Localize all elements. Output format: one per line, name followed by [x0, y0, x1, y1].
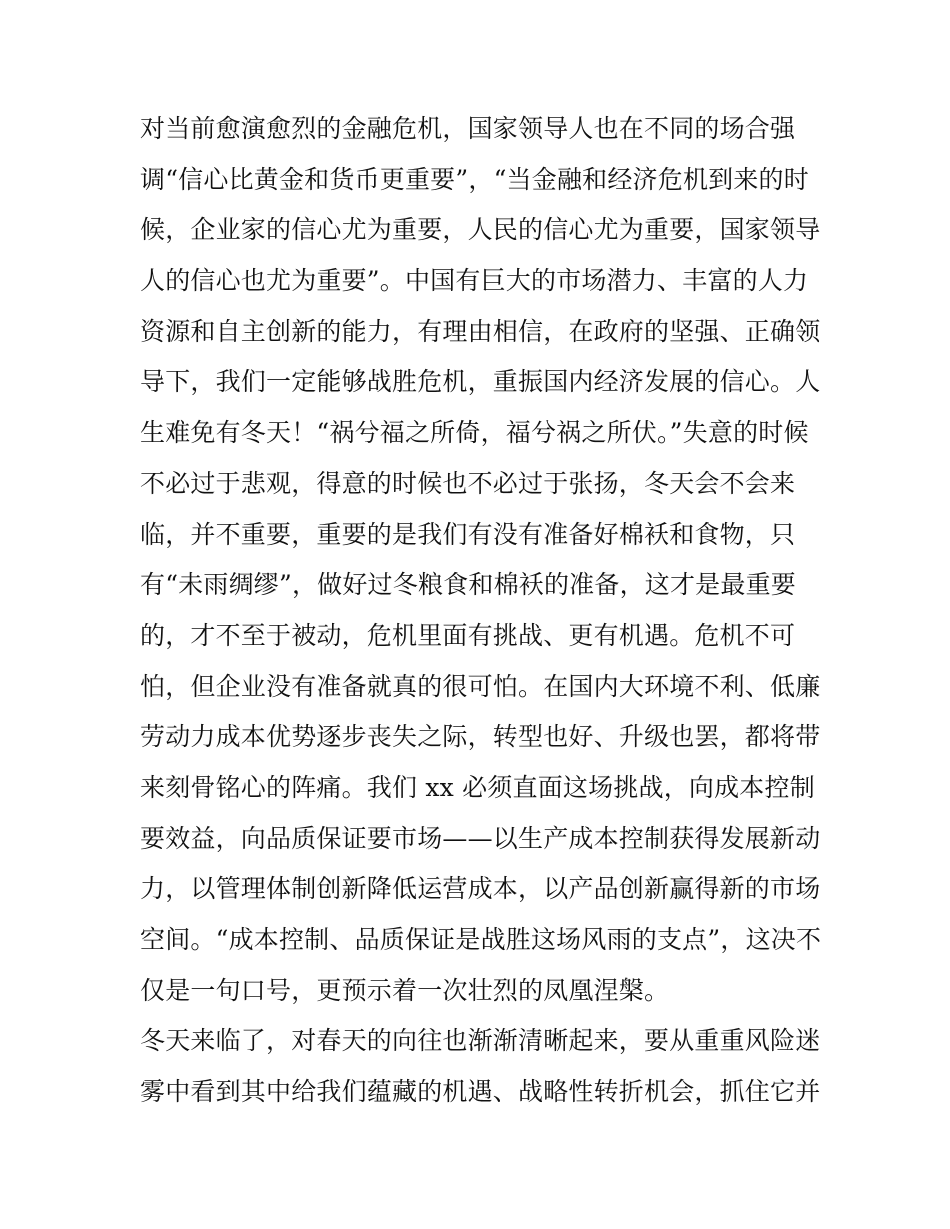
text-line-15: 要效益，向品质保证要市场——以生产成本控制获得发展新动: [140, 823, 821, 853]
text-line-20: 雾中看到其中给我们蕴藏的机遇、战略性转折机会，抓住它并: [140, 1077, 821, 1107]
text-line-6: 导下，我们一定能够战胜危机，重振国内经济发展的信心。人: [140, 367, 821, 397]
text-line-4: 人的信心也尤为重要”。中国有巨大的市场潜力、丰富的人力: [140, 266, 809, 296]
text-line-11: 的，才不至于被动，危机里面有挑战、更有机遇。危机不可: [140, 620, 796, 650]
text-line-1: 对当前愈演愈烈的金融危机，国家领导人也在不同的场合强: [140, 114, 796, 143]
text-line-14: 来刻骨铭心的阵痛。我们 xx 必须直面这场挑战，向成本控制: [140, 772, 815, 802]
text-line-13: 劳动力成本优势逐步丧失之际，转型也好、升级也罢，都将带: [140, 722, 821, 752]
body-text: [140, 104, 830, 1118]
text-line-17: 空间。“成本控制、品质保证是战胜这场风雨的支点”，这决不: [140, 925, 822, 954]
text-line-7: 生难免有冬天！“祸兮福之所倚，福兮祸之所伏。”失意的时候: [140, 418, 809, 448]
text-line-3: 候，企业家的信心尤为重要，人民的信心尤为重要，国家领导: [140, 215, 821, 245]
text-line-5: 资源和自主创新的能力，有理由相信，在政府的坚强、正确领: [140, 316, 821, 346]
text-line-12: 怕，但企业没有准备就真的很可怕。在国内大环境不利、低廉: [140, 671, 821, 701]
text-line-19: 冬天来临了，对春天的向往也渐渐清晰起来，要从重重风险迷: [140, 1026, 821, 1056]
text-line-18: 仅是一句口号，更预示着一次壮烈的凤凰涅槃。: [140, 975, 670, 1005]
text-line-2: 调“信心比黄金和货币更重要”，“当金融和经济危机到来的时: [140, 164, 809, 194]
text-line-10: 有“未雨绸缪”，做好过冬粮食和棉袄的准备，这才是最重要: [140, 570, 796, 600]
text-line-8: 不必过于悲观，得意的时候也不必过于张扬，冬天会不会来: [140, 468, 796, 498]
text-line-9: 临，并不重要，重要的是我们有没有准备好棉袄和食物，只: [140, 519, 796, 549]
text-line-16: 力，以管理体制创新降低运营成本，以产品创新赢得新的市场: [140, 874, 821, 904]
